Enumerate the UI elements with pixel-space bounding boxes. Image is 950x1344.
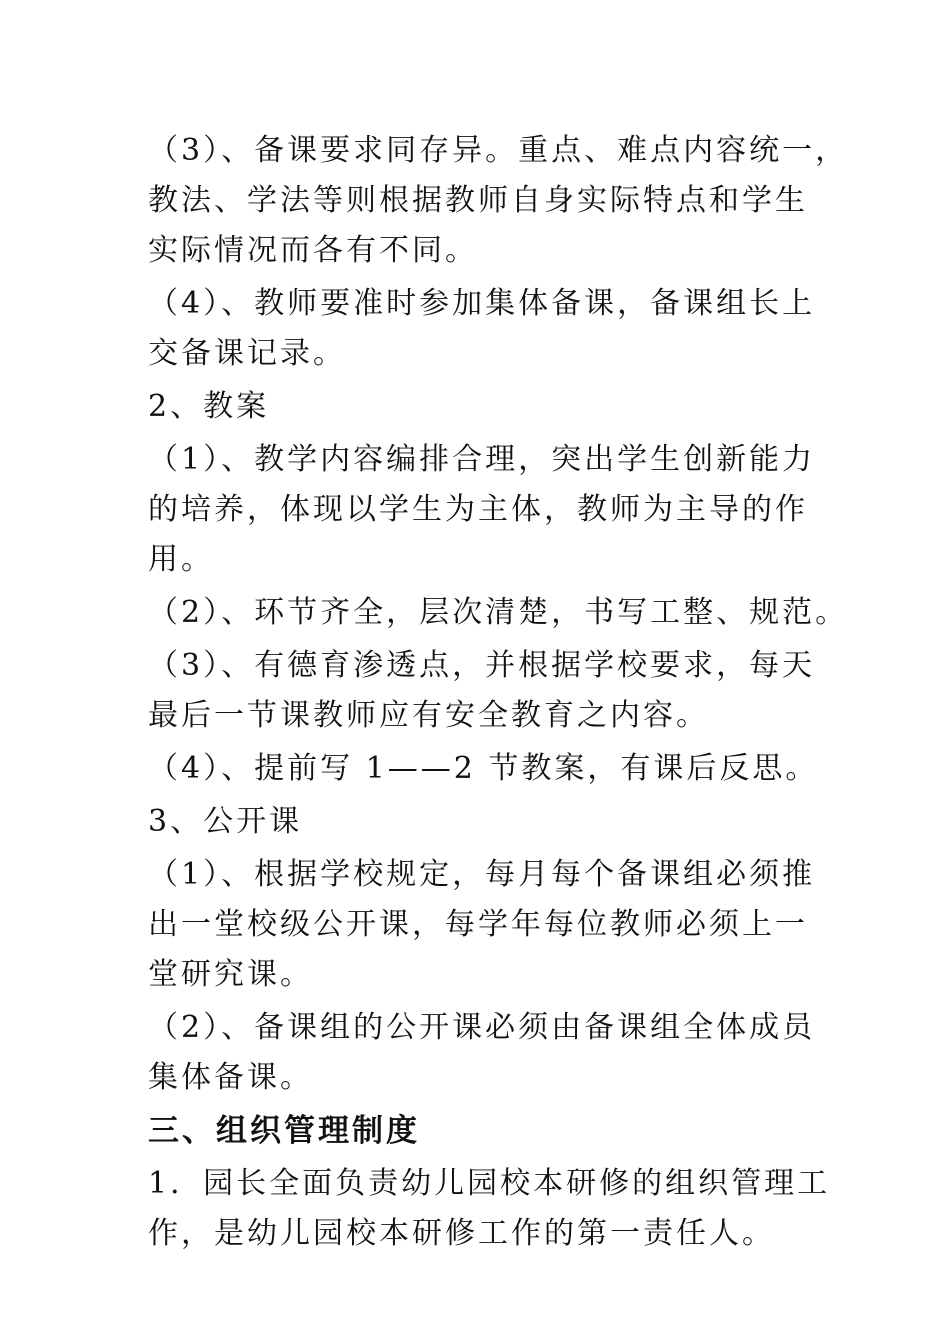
text-line: 实际情况而各有不同。 (148, 233, 478, 268)
paragraph-monthly-open-class (148, 850, 828, 1000)
text-line: 教法、学法等则根据教师自身实际特点和学生 (148, 183, 808, 218)
text-line: 集体备课。 (148, 1060, 313, 1095)
subheading-open-classes (148, 797, 828, 847)
text-line: 2、教案 (148, 389, 270, 424)
text-line: 交备课记录。 (148, 336, 346, 371)
section-heading-organization (148, 1106, 828, 1156)
text-line: 的培养，体现以学生为主体，教师为主导的作 (148, 492, 808, 527)
text-line: （3）、有德育渗透点，并根据学校要求，每天 (148, 648, 816, 683)
text-line: 作，是幼儿园校本研修工作的第一责任人。 (148, 1216, 775, 1251)
subheading-lesson-plans (148, 382, 828, 432)
text-line: （2）、环节齐全，层次清楚，书写工整、规范。 (148, 595, 849, 630)
text-line: 堂研究课。 (148, 957, 313, 992)
text-line: （3）、备课要求同存异。重点、难点内容统一， (148, 133, 849, 168)
paragraph-complete-steps (148, 588, 849, 638)
paragraph-group-preparation (148, 1003, 828, 1103)
text-line: 出一堂校级公开课，每学年每位教师必须上一 (148, 907, 808, 942)
text-line: 最后一节课教师应有安全教育之内容。 (148, 698, 709, 733)
text-line: 用。 (148, 542, 214, 577)
text-line: （1）、根据学校规定，每月每个备课组必须推 (148, 857, 816, 892)
text-line: 3、公开课 (148, 804, 303, 839)
text-line: 1．园长全面负责幼儿园校本研修的组织管理工 (148, 1166, 831, 1201)
paragraph-principal-responsibility (148, 1159, 831, 1259)
text-line: （4）、教师要准时参加集体备课，备课组长上 (148, 286, 816, 321)
heading-text: 三、组织管理制度 (148, 1113, 420, 1149)
paragraph-advance-plans (148, 744, 828, 794)
paragraph-moral-education (148, 641, 828, 741)
text-line: （1）、教学内容编排合理，突出学生创新能力 (148, 442, 816, 477)
text-line: （2）、备课组的公开课必须由备课组全体成员 (148, 1010, 816, 1045)
paragraph-prep-requirements (148, 126, 849, 276)
text-line: （4）、提前写 1——2 节教案，有课后反思。 (148, 751, 819, 786)
paragraph-prep-attendance (148, 279, 828, 379)
paragraph-content-arrangement (148, 435, 828, 585)
document-body (148, 126, 849, 1262)
